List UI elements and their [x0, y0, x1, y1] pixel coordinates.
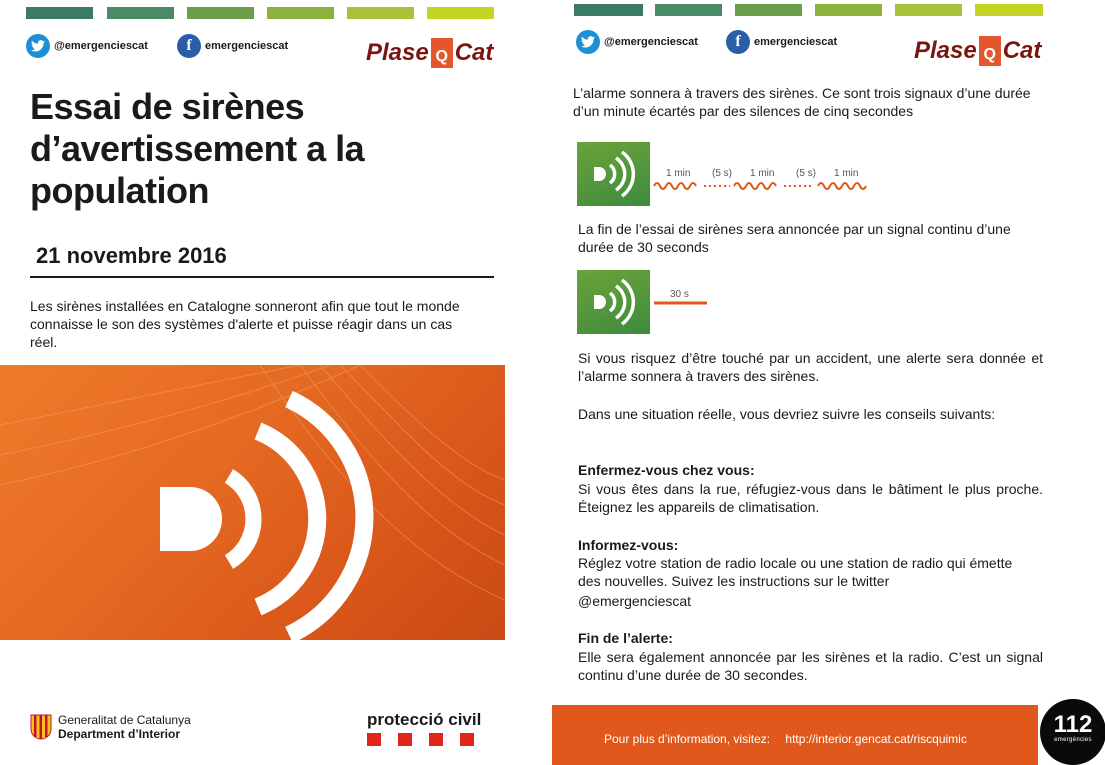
paragraph: La fin de l’essai de sirènes sera annoncée par un signal continu d’une durée de 30 seconds	[578, 221, 1011, 255]
signal-wave	[818, 183, 866, 189]
section-heading: Enfermez-vous chez vous:	[578, 462, 755, 478]
paragraph: Si vous risquez d’être touché par un accident, une alerte sera donnée et l’alarme sonnera à travers des sirènes.	[578, 350, 1043, 384]
logo-text: Cat	[1002, 37, 1042, 64]
twitter-icon	[576, 30, 600, 54]
proteccio-civil-squares	[367, 733, 481, 746]
section-heading: Fin de l’alerte:	[578, 630, 673, 646]
signal-wave	[654, 183, 696, 189]
header-stripe	[347, 7, 414, 19]
sequence-label: 1 min	[834, 168, 859, 179]
header-stripe	[107, 7, 174, 19]
siren-icon	[0, 365, 505, 640]
twitter-link[interactable]	[576, 30, 698, 54]
logo-q: Q	[979, 36, 1001, 66]
info-bar	[552, 705, 1038, 765]
header-stripe	[187, 7, 254, 19]
facebook-link[interactable]	[726, 30, 837, 54]
facebook-icon: f	[726, 30, 750, 54]
info-label: Pour plus d’information, visitez:	[604, 732, 771, 746]
generalitat-name: Generalitat de Catalunya	[58, 713, 191, 727]
twitter-link[interactable]	[26, 34, 148, 58]
generalitat-logo	[30, 713, 191, 741]
siren-icon	[577, 142, 650, 206]
hero-image	[0, 365, 505, 640]
siren-icon	[577, 270, 650, 334]
department-name: Department d’Interior	[58, 727, 181, 741]
sequence-label: 1 min	[666, 168, 691, 179]
continuous-label: 30 s	[670, 289, 689, 300]
twitter-handle: @emergenciescat	[54, 40, 148, 52]
header-stripe	[895, 4, 962, 16]
emergency-112-badge	[1040, 699, 1105, 765]
divider	[30, 276, 494, 278]
signal-wave	[734, 183, 776, 189]
section-text: Si vous êtes dans la rue, réfugiez-vous dans le bâtiment le plus proche. Éteignez les appareils de climatisation.	[578, 481, 1043, 515]
header-stripe	[975, 4, 1043, 16]
logo-text: Cat	[454, 39, 494, 66]
facebook-handle: emergenciescat	[754, 36, 838, 48]
header-stripe	[574, 4, 643, 16]
badge-subtitle: emergències	[1054, 737, 1092, 743]
logo-text: Plase	[914, 37, 977, 64]
sequence-label: 1 min	[750, 168, 775, 179]
logo-text: Plase	[366, 39, 429, 66]
header-stripe	[267, 7, 334, 19]
sequence-label: (5 s)	[712, 168, 732, 179]
alarm-sequence-diagram	[652, 160, 882, 196]
intro-text: Les sirènes installées en Catalogne sonneront afin que tout le monde connaisse le son des systèmes d'alerte et puisse réagir dans un cas réel.	[30, 298, 460, 350]
section-text: Elle sera également annoncée par les sirènes et la radio. C’est un signal continu d’une durée de 30 secondes.	[578, 649, 1043, 683]
header-stripe	[26, 7, 93, 19]
plaseqcat-logo	[914, 36, 1041, 66]
siren-box	[577, 270, 650, 334]
twitter-mention: @emergenciescat	[578, 593, 692, 609]
plaseqcat-logo	[366, 38, 493, 68]
header-stripe	[655, 4, 722, 16]
facebook-icon: f	[177, 34, 201, 58]
header-stripe	[427, 7, 494, 19]
logo-q: Q	[431, 38, 453, 68]
facebook-link[interactable]	[177, 34, 288, 58]
section-text: Réglez votre station de radio locale ou une station de radio qui émette des nouvelles. Suivez les instructions sur le twitter	[578, 555, 1013, 589]
paragraph: L’alarme sonnera à travers des sirènes. Ce sont trois signaux d’une durée d’un minute écartés par des silences de cinq secondes	[573, 85, 1031, 119]
twitter-handle: @emergenciescat	[604, 36, 698, 48]
section-heading: Informez-vous:	[578, 537, 679, 553]
continuous-signal-diagram	[652, 284, 712, 308]
header-stripe	[815, 4, 882, 16]
header-stripe	[735, 4, 802, 16]
proteccio-civil-label: protecció civil	[367, 710, 482, 729]
page-title: Essai de sirènes d’avertissement a la population	[30, 86, 365, 211]
facebook-handle: emergenciescat	[205, 40, 289, 52]
paragraph: Dans une situation réelle, vous devriez suivre les conseils suivants:	[578, 406, 996, 422]
generalitat-shield-icon	[30, 714, 52, 740]
proteccio-civil-logo	[367, 710, 481, 746]
badge-number: 112	[1053, 711, 1093, 738]
info-url-link[interactable]: http://interior.gencat.cat/riscquimic	[785, 732, 967, 746]
twitter-icon	[26, 34, 50, 58]
siren-box	[577, 142, 650, 206]
sequence-label: (5 s)	[796, 168, 816, 179]
event-date: 21 novembre 2016	[36, 243, 227, 268]
